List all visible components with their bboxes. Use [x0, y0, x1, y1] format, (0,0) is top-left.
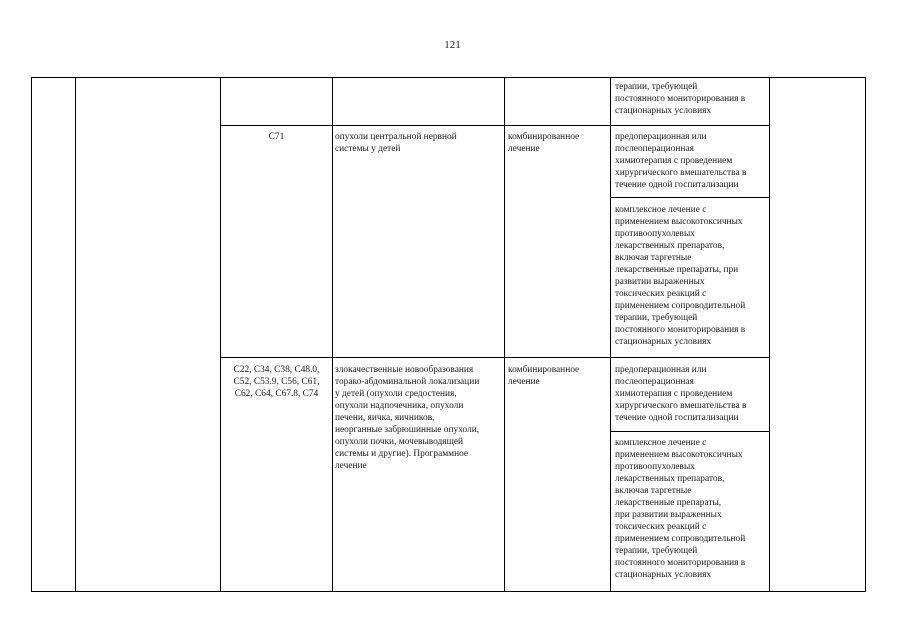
row-border — [220, 125, 770, 126]
medical-care-table — [31, 77, 866, 592]
table-bottom-border — [31, 591, 866, 592]
icd-codes-cell: С22, С34, С38, С48.0, С52, С53.9, С56, С61, С62, С64, С67.8, С74 — [233, 365, 320, 399]
column-border — [332, 77, 333, 592]
column-border — [220, 77, 221, 592]
procedure-cell: предоперационная или послеоперационная химиотерапия с проведением хирургического вмешательства в течение одной госпитализации — [615, 365, 747, 423]
column-border — [75, 77, 76, 592]
procedure-cell: терапии, требующей постоянного мониторирования в стационарных условиях — [615, 82, 746, 116]
procedure-cell: предоперационная или послеоперационная химиотерапия с проведением хирургического вмешательства в течение одной госпитализации — [615, 132, 747, 190]
column-border — [504, 77, 505, 592]
column-border — [769, 77, 770, 592]
procedure-cell: комплексное лечение с применением высокотоксичных противоопухолевых лекарственных препаратов, включая таргетные лекарственные препараты, при развитии выраженных токсических реакций с применением сопроводительной терапии, требующей постоянного мониторирования в стационарных условиях — [615, 438, 746, 580]
row-border — [220, 357, 770, 358]
patient-model-cell: опухоли центральной нервной системы у детей — [335, 132, 457, 154]
procedure-divider — [610, 197, 770, 198]
column-border — [610, 77, 611, 592]
procedure-cell: комплексное лечение с применением высокотоксичных противоопухолевых лекарственных препаратов, включая таргетные лекарственные препараты, при развитии выраженных токсических реакций с применением сопроводительной терапии, требующей постоянного мониторирования в стационарных условиях — [615, 205, 746, 347]
page-number: 121 — [444, 39, 461, 51]
patient-model-cell: злокачественные новообразования торако-абдоминальной локализации у детей (опухоли средостения, опухоли надпочечника, опухоли печени, яичка, яичников, неорганные забрюшинные опухоли, опухоли почки, мочевыводящей системы и другие). Программное лечение — [335, 365, 480, 471]
treatment-type-cell: комбинированное лечение — [508, 132, 580, 154]
column-border — [865, 77, 866, 592]
column-border — [31, 77, 32, 592]
procedure-divider — [610, 431, 770, 432]
table-top-border — [31, 77, 866, 78]
treatment-type-cell: комбинированное лечение — [508, 365, 580, 387]
icd-codes-cell: С71 — [268, 132, 285, 142]
